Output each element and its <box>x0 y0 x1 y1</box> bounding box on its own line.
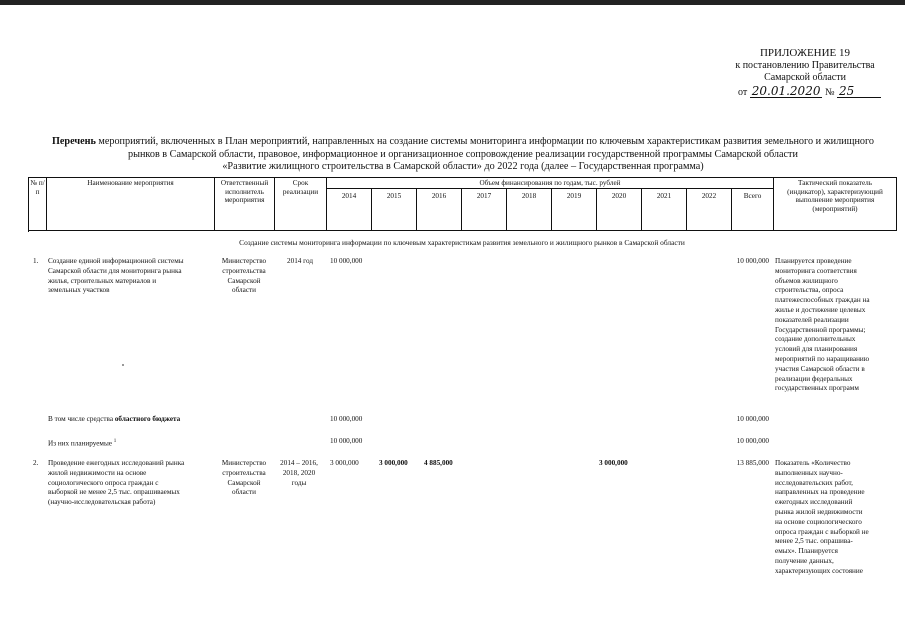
row2-indicator-line: Показатель «Количество <box>775 459 851 467</box>
col-total: Всего <box>732 189 774 231</box>
row1-executor-line: Самарской <box>227 276 261 285</box>
row1-number: 1. <box>33 257 39 265</box>
sub1-prefix: В том числе средства <box>48 415 115 423</box>
row2-indicator-line: на основе социологического <box>775 517 862 526</box>
row2-executor-line: области <box>231 488 257 497</box>
sub2-value-2014: 10 000,000 <box>330 437 363 445</box>
row1-executor-line: строительства <box>222 266 266 275</box>
col-indicator: Тактический показатель (индикатор), характеризующий выполнение мероприятия (мероприятий) <box>774 178 897 231</box>
row2-term <box>274 459 324 488</box>
col-year: 2015 <box>372 189 417 231</box>
row2-indicator-line: рынка жилой недвижимости <box>775 507 863 516</box>
row2-name-line: жилой недвижимости на основе <box>48 468 147 477</box>
sub2-total: 10 000,000 <box>736 437 769 445</box>
col-year: 2019 <box>552 189 597 231</box>
col-year: 2022 <box>687 189 732 231</box>
row1-indicator-line: мероприятий по наращиванию <box>775 354 870 363</box>
sub2-text: Из них планируемые <box>48 439 114 448</box>
row1-term: 2014 год <box>287 257 313 265</box>
row1-indicator-line: участия Самарской области в <box>775 364 865 373</box>
heading-line1: мероприятий, включенных в План мероприятий, направленных на создание системы мониторинга информации по ключевым характеристикам развития земельного и жилищного <box>95 136 875 147</box>
row2-name-line: выборкой не менее 2,5 тыс. опрашиваемых <box>48 488 180 497</box>
row1-total: 10 000,000 <box>736 257 769 265</box>
col-name: Наименование мероприятия <box>47 178 215 231</box>
scan-speck <box>122 364 124 366</box>
col-year: 2021 <box>642 189 687 231</box>
row1-name-line: земельных участков <box>48 286 110 295</box>
table-header <box>28 177 897 232</box>
row2-indicator-line: емых». Планируется <box>775 547 838 556</box>
col-year: 2016 <box>417 189 462 231</box>
row1-executor-line: Министерство <box>221 257 267 265</box>
appendix-line3: Самарской области <box>764 72 846 83</box>
number-label: № <box>824 86 835 98</box>
appendix-block <box>720 47 890 99</box>
col-funding: Объем финансирования по годам, тыс. рублей <box>327 178 774 189</box>
row1-executor-line: области <box>231 286 257 295</box>
row2-value-2016: 4 885,000 <box>424 459 453 467</box>
row2-indicator-line: исследовательских работ, <box>775 478 853 487</box>
section-title: Создание системы мониторинга информации по ключевым характеристикам развития земельного и жилищного рынков в Самарской области <box>239 238 685 247</box>
sub1-bold: областного бюджета <box>114 415 181 423</box>
handwritten-date: 20.01.2020 <box>751 83 821 98</box>
footnote-marker: 1 <box>113 439 117 444</box>
row2-executor-line: Самарской <box>227 478 261 487</box>
row2-indicator-line: ежегодных исследований <box>775 498 853 507</box>
row1-indicator-line: государственных программ <box>775 384 859 393</box>
appendix-title: ПРИЛОЖЕНИЕ 19 <box>759 47 851 59</box>
row2-executor-line: Министерство <box>221 459 267 467</box>
col-term: Срок реализации <box>275 178 327 231</box>
row2-executor <box>214 459 274 498</box>
col-year: 2020 <box>597 189 642 231</box>
col-executor: Ответственный исполнитель мероприятия <box>215 178 275 231</box>
heading-bold: Перечень <box>51 136 96 147</box>
row1-name-line: жилья, строительных материалов и <box>48 276 157 285</box>
row2-name-line: (научно-исследовательская работа) <box>48 498 156 507</box>
row2-executor-line: строительства <box>222 468 266 477</box>
top-border <box>0 0 905 5</box>
col-no: № п/п <box>29 178 47 231</box>
row1-indicator-line: реализации федеральных <box>775 374 853 383</box>
row2-value-2014: 3 000,000 <box>330 459 359 467</box>
row1-indicator-line: платежеспособных граждан на <box>775 296 870 305</box>
row1-indicator-line: строительства, опроса <box>775 286 844 295</box>
row2-value-2020: 3 000,000 <box>599 459 628 467</box>
row1-indicator-line: Государственной программы; <box>775 325 866 334</box>
col-year: 2014 <box>327 189 372 231</box>
row1-indicator <box>775 257 900 394</box>
sub1-total: 10 000,000 <box>736 415 769 423</box>
row1-name <box>48 257 218 296</box>
handwritten-number: 25 <box>837 85 881 99</box>
heading-line3: «Развитие жилищного строительства в Самарской области» до 2022 года (далее – Государственная программа) <box>222 161 704 172</box>
document-heading <box>28 136 898 174</box>
sub1-value-2014: 10 000,000 <box>330 415 363 423</box>
row1-indicator-line: объемов жилищного <box>775 276 838 285</box>
row1-indicator-line: создание дополнительных <box>775 335 856 344</box>
appendix-date-line <box>720 85 890 100</box>
sub2-label <box>48 437 116 449</box>
row1-indicator-line: мониторинга соответствия <box>775 266 857 275</box>
heading-line2: рынков в Самарской области, правовое, информационное и организационное сопровождение реализации государственной программы Самарской области <box>128 148 798 160</box>
sub1-label <box>48 415 180 425</box>
row2-term-line: 2014 – 2016, <box>280 459 318 467</box>
appendix-line2: к постановлению Правительства <box>735 59 875 71</box>
row2-term-line: годы <box>291 478 307 487</box>
col-year: 2018 <box>507 189 552 231</box>
row2-name-line: Проведение ежегодных исследований рынка <box>48 459 185 467</box>
row2-indicator-line: выполненных научно- <box>775 468 843 477</box>
row2-indicator-line: менее 2,5 тыс. опрашива- <box>775 537 853 546</box>
row2-total: 13 885,000 <box>736 459 769 467</box>
row1-executor <box>214 257 274 296</box>
row2-indicator <box>775 459 900 577</box>
row1-name-line: Самарской области для мониторинга рынка <box>48 266 182 275</box>
row2-indicator-line: опроса граждан с выборкой не <box>775 527 869 536</box>
row2-name-line: социологического опроса граждан с <box>48 478 159 487</box>
row1-name-line: Создание единой информационной системы <box>48 257 184 265</box>
row2-indicator-line: получение данных, <box>775 556 834 565</box>
row2-number: 2. <box>33 459 39 467</box>
row2-name <box>48 459 218 508</box>
row2-indicator-line: направленных на проведение <box>775 488 865 497</box>
row1-indicator-line: Планируется проведение <box>775 257 852 265</box>
from-label: от <box>738 86 748 98</box>
row1-value-2014: 10 000,000 <box>330 257 363 265</box>
row2-term-line: 2018, 2020 <box>282 468 316 477</box>
row1-indicator-line: жилье и достижение целевых <box>775 305 866 314</box>
row2-indicator-line: характеризующих состояние <box>775 566 863 575</box>
row1-indicator-line: условий для планирования <box>775 345 858 354</box>
row2-value-2015: 3 000,000 <box>379 459 408 467</box>
col-year: 2017 <box>462 189 507 231</box>
row1-indicator-line: показателей реализации <box>775 315 849 324</box>
